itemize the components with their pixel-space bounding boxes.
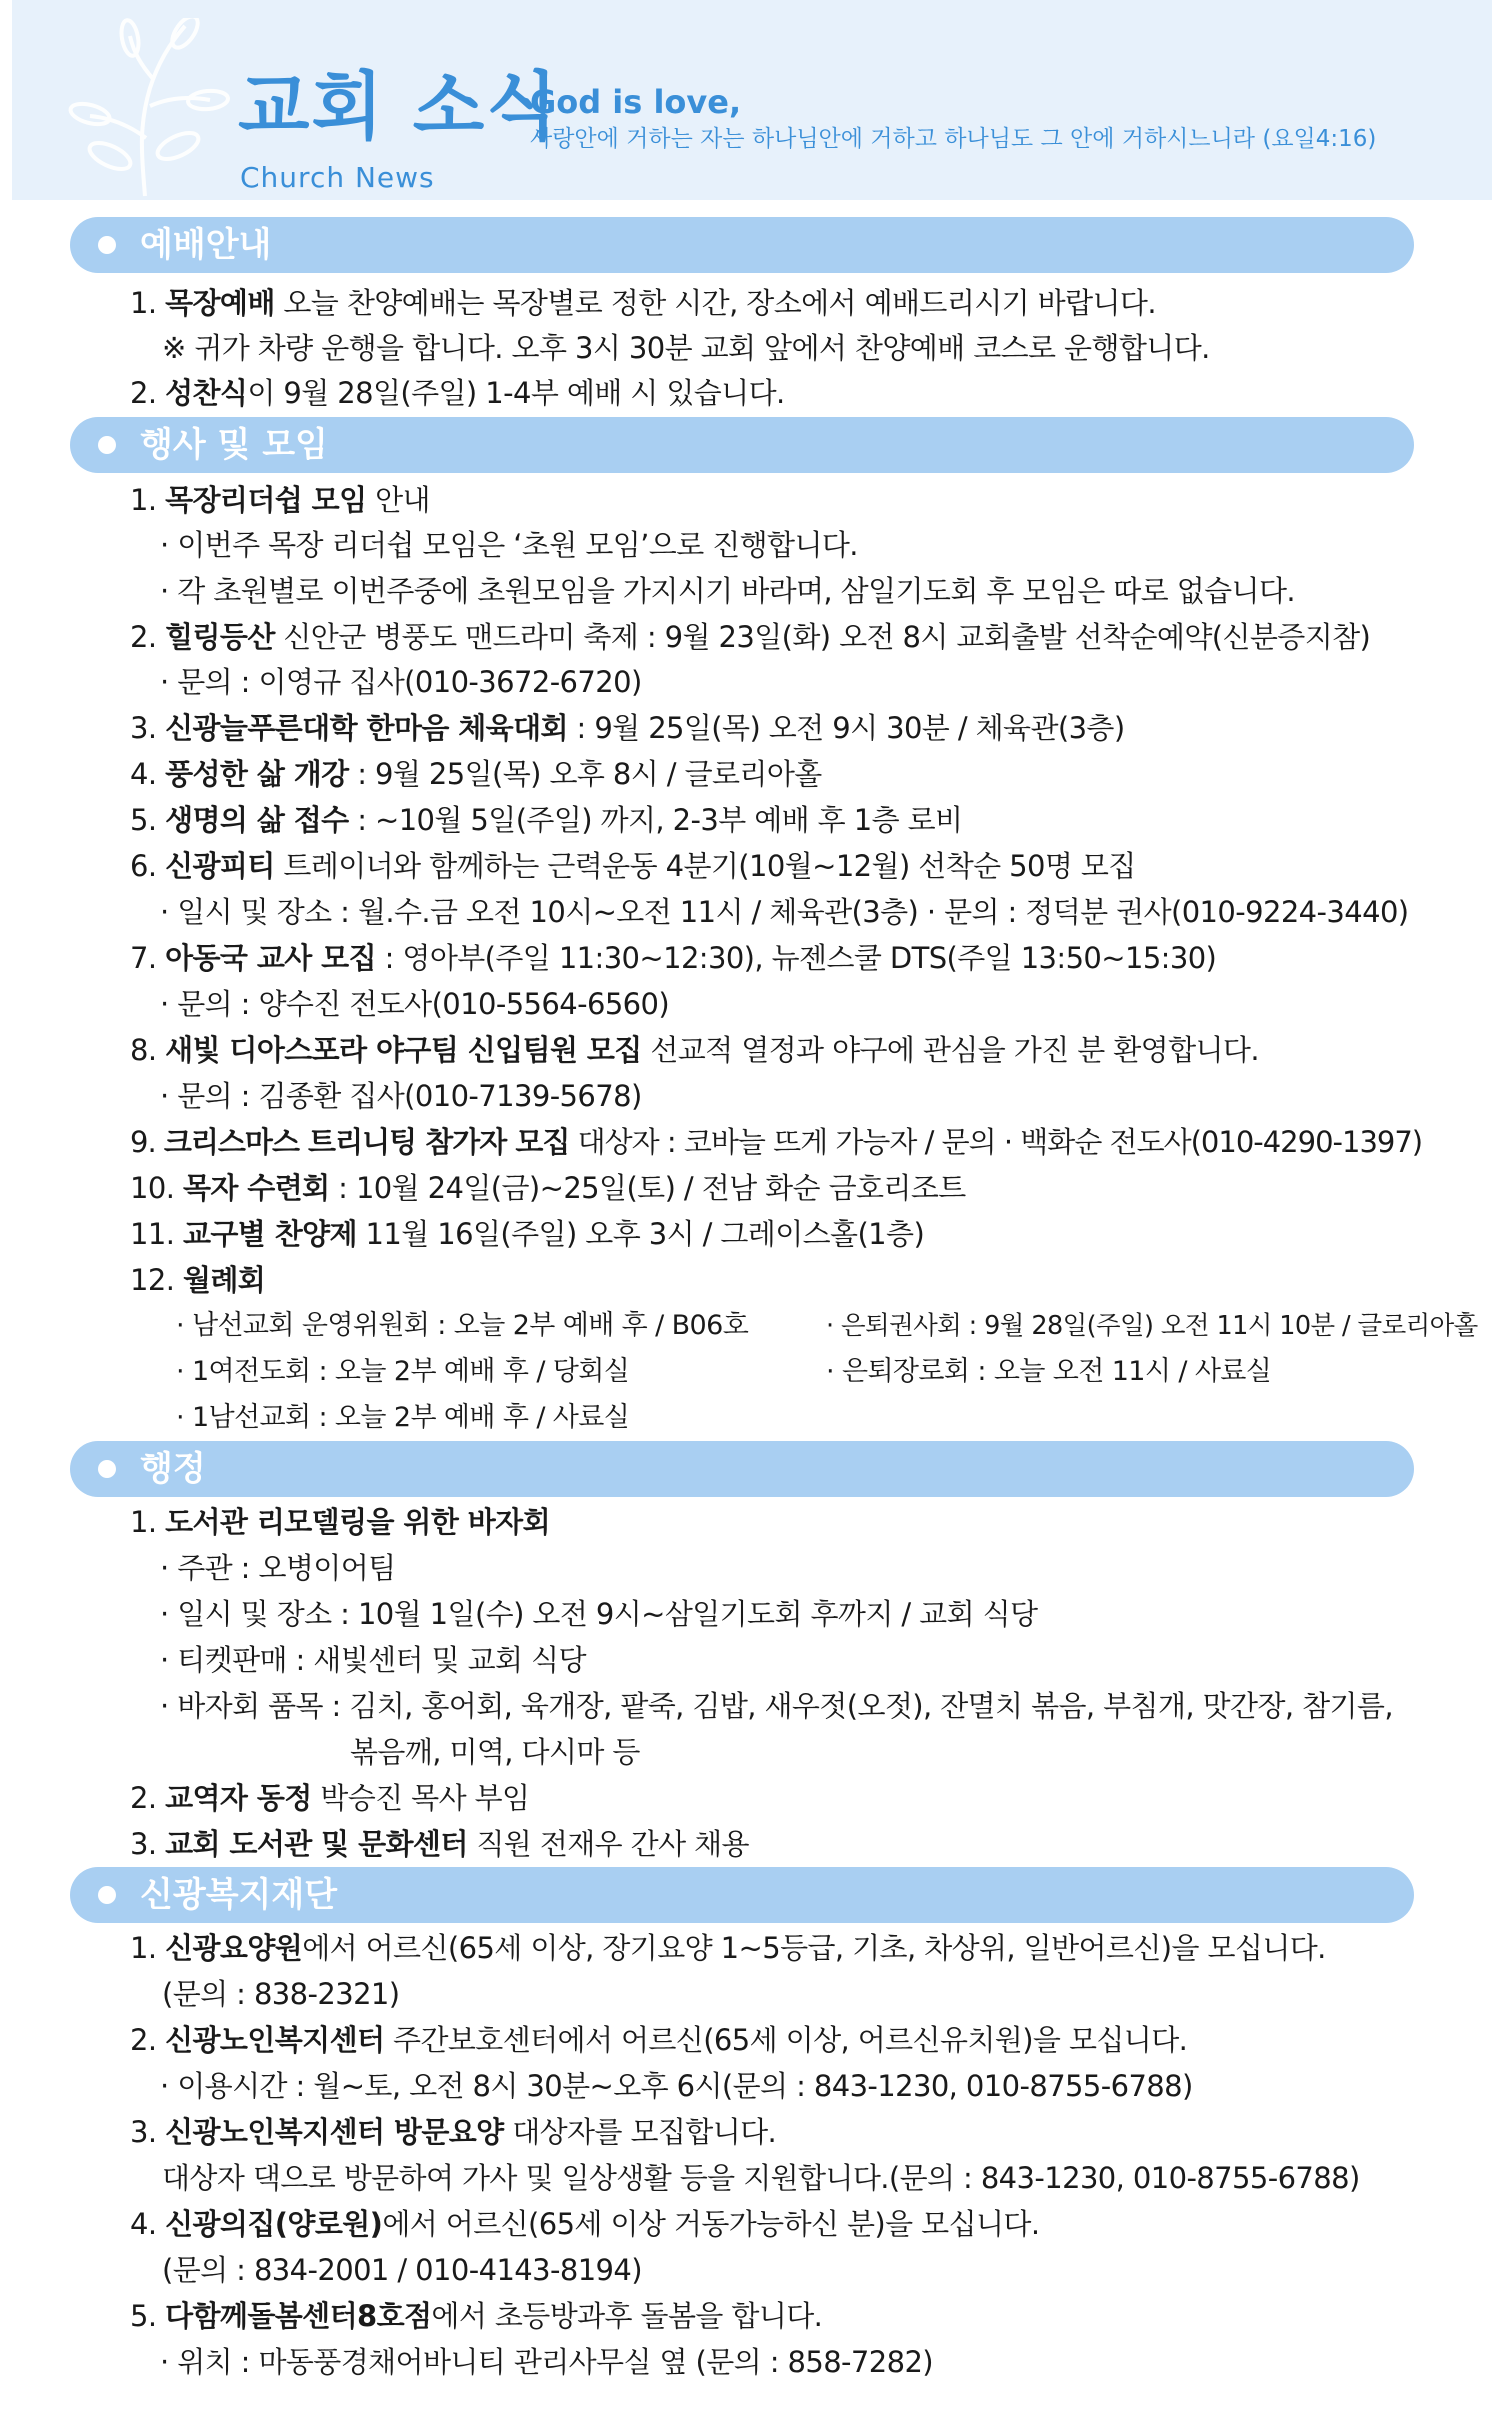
list-item-detail: · 문의 : 양수진 전도사(010-5564-6560) xyxy=(160,987,670,1021)
section-header-worship xyxy=(70,217,1414,273)
meeting-entry: · 1여전도회 : 오늘 2부 예배 후 / 당회실 xyxy=(176,1356,630,1387)
meeting-entry: · 남선교회 운영위원회 : 오늘 2부 예배 후 / B06호 xyxy=(176,1310,749,1341)
bullet-dot-icon xyxy=(98,1460,116,1478)
verse-text: 사랑안에 거하는 자는 하나님안에 거하고 하나님도 그 안에 거하시느니라 (요일4:16) xyxy=(530,126,1377,152)
list-item-detail: 볶음깨, 미역, 다시마 등 xyxy=(350,1735,640,1769)
list-item-detail: · 각 초원별로 이번주중에 초원모임을 가지시기 바라며, 삼일기도회 후 모임은 따로 없습니다. xyxy=(160,574,1295,608)
section-title: 신광복지재단 xyxy=(140,1875,338,1915)
list-item: 8. 새빛 디아스포라 야구팀 신입팀원 모집 선교적 열정과 야구에 관심을 가진 분 환영합니다. xyxy=(130,1033,1259,1067)
list-item-detail: · 바자회 품목 : 김치, 홍어회, 육개장, 팥죽, 김밥, 새우젓(오젓), 잔멸치 볶음, 부침개, 맛간장, 참기름, xyxy=(160,1689,1393,1723)
bullet-dot-icon xyxy=(98,436,116,454)
section-title: 행정 xyxy=(140,1449,206,1489)
meeting-entry: · 1남선교회 : 오늘 2부 예배 후 / 사료실 xyxy=(176,1402,630,1433)
list-item: 4. 신광의집(양로원)에서 어르신(65세 이상 거동가능하신 분)을 모십니다. xyxy=(130,2207,1040,2241)
page-title: 교회 소식 xyxy=(238,64,560,150)
list-item: 2. 신광노인복지센터 주간보호센터에서 어르신(65세 이상, 어르신유치원)을 모십니다. xyxy=(130,2023,1188,2057)
list-item-detail: · 이번주 목장 리더쉽 모임은 ‘초원 모임’으로 진행합니다. xyxy=(160,528,858,562)
list-item: 3. 신광늘푸른대학 한마음 체육대회 : 9월 25일(목) 오전 9시 30분 / 체육관(3층) xyxy=(130,711,1125,745)
list-item-detail: · 문의 : 이영규 집사(010-3672-6720) xyxy=(160,665,642,699)
list-item: 3. 교회 도서관 및 문화센터 직원 전재우 간사 채용 xyxy=(130,1827,749,1861)
list-item: 11. 교구별 찬양제 11월 16일(주일) 오후 3시 / 그레이스홀(1층) xyxy=(130,1217,925,1251)
list-item-detail: (문의 : 834-2001 / 010-4143-8194) xyxy=(162,2253,642,2287)
list-item-detail: · 일시 및 장소 : 10월 1일(수) 오전 9시~삼일기도회 후까지 / 교회 식당 xyxy=(160,1597,1038,1631)
list-item: 10. 목자 수련회 : 10월 24일(금)~25일(토) / 전남 화순 금호리조트 xyxy=(130,1171,966,1205)
list-item: 4. 풍성한 삶 개강 : 9월 25일(목) 오후 8시 / 글로리아홀 xyxy=(130,757,822,791)
bullet-dot-icon xyxy=(98,1886,116,1904)
section-header-events xyxy=(70,417,1414,473)
list-item: 9. 크리스마스 트리니팅 참가자 모집 대상자 : 코바늘 뜨게 가능자 / 문의 · 백화순 전도사(010-4290-1397) xyxy=(130,1125,1423,1159)
list-item-detail: · 주관 : 오병이어팀 xyxy=(160,1551,396,1585)
header-banner xyxy=(12,0,1492,200)
list-item: 12. 월례회 xyxy=(130,1263,266,1297)
list-item: 1. 목장리더쉽 모임 안내 xyxy=(130,483,430,517)
list-item: 5. 다함께돌봄센터8호점에서 초등방과후 돌봄을 합니다. xyxy=(130,2299,823,2333)
list-item: 2. 교역자 동정 박승진 목사 부임 xyxy=(130,1781,530,1815)
page-subtitle: Church News xyxy=(240,161,435,194)
list-item-detail: · 이용시간 : 월~토, 오전 8시 30분~오후 6시(문의 : 843-1230, 010-8755-6788) xyxy=(160,2069,1193,2103)
list-item-detail: · 위치 : 마동풍경채어바니티 관리사무실 옆 (문의 : 858-7282) xyxy=(160,2345,934,2379)
leaf-branch-icon xyxy=(50,18,230,198)
list-item: 6. 신광피티 트레이너와 함께하는 근력운동 4분기(10월~12월) 선착순 50명 모집 xyxy=(130,849,1136,883)
list-item-note: ※ 귀가 차량 운행을 합니다. 오후 3시 30분 교회 앞에서 찬양예배 코스로 운행합니다. xyxy=(162,331,1210,365)
list-item: 2. 성찬식이 9월 28일(주일) 1-4부 예배 시 있습니다. xyxy=(130,376,785,410)
list-item: 3. 신광노인복지센터 방문요양 대상자를 모집합니다. xyxy=(130,2115,777,2149)
section-header-welfare xyxy=(70,1867,1414,1923)
list-item-detail: · 문의 : 김종환 집사(010-7139-5678) xyxy=(160,1079,642,1113)
list-item-detail: (문의 : 838-2321) xyxy=(162,1977,400,2011)
meeting-entry: · 은퇴장로회 : 오늘 오전 11시 / 사료실 xyxy=(826,1356,1272,1387)
list-item-detail: · 티켓판매 : 새빛센터 및 교회 식당 xyxy=(160,1643,586,1677)
list-item-detail: · 일시 및 장소 : 월.수.금 오전 10시~오전 11시 / 체육관(3층) · 문의 : 정덕분 권사(010-9224-3440) xyxy=(160,895,1409,929)
section-header-admin xyxy=(70,1441,1414,1497)
section-title: 행사 및 모임 xyxy=(140,425,328,465)
bullet-dot-icon xyxy=(98,236,116,254)
list-item: 1. 목장예배 오늘 찬양예배는 목장별로 정한 시간, 장소에서 예배드리시기 바랍니다. xyxy=(130,286,1156,320)
list-item: 5. 생명의 삶 접수 : ~10월 5일(주일) 까지, 2-3부 예배 후 1층 로비 xyxy=(130,803,963,837)
verse-title: God is love, xyxy=(530,83,742,121)
list-item: 1. 도서관 리모델링을 위한 바자회 xyxy=(130,1505,550,1539)
section-title: 예배안내 xyxy=(140,225,272,265)
list-item-detail: 대상자 댁으로 방문하여 가사 및 일상생활 등을 지원합니다.(문의 : 843-1230, 010-8755-6788) xyxy=(162,2161,1360,2195)
list-item: 2. 힐링등산 신안군 병풍도 맨드라미 축제 : 9월 23일(화) 오전 8시 교회출발 선착순예약(신분증지참) xyxy=(130,620,1371,654)
meeting-entry: · 은퇴권사회 : 9월 28일(주일) 오전 11시 10분 / 글로리아홀 xyxy=(826,1311,1478,1341)
list-item: 7. 아동국 교사 모집 : 영아부(주일 11:30~12:30), 뉴젠스쿨 DTS(주일 13:50~15:30) xyxy=(130,941,1217,975)
list-item: 1. 신광요양원에서 어르신(65세 이상, 장기요양 1~5등급, 기초, 차상위, 일반어르신)을 모십니다. xyxy=(130,1931,1326,1965)
